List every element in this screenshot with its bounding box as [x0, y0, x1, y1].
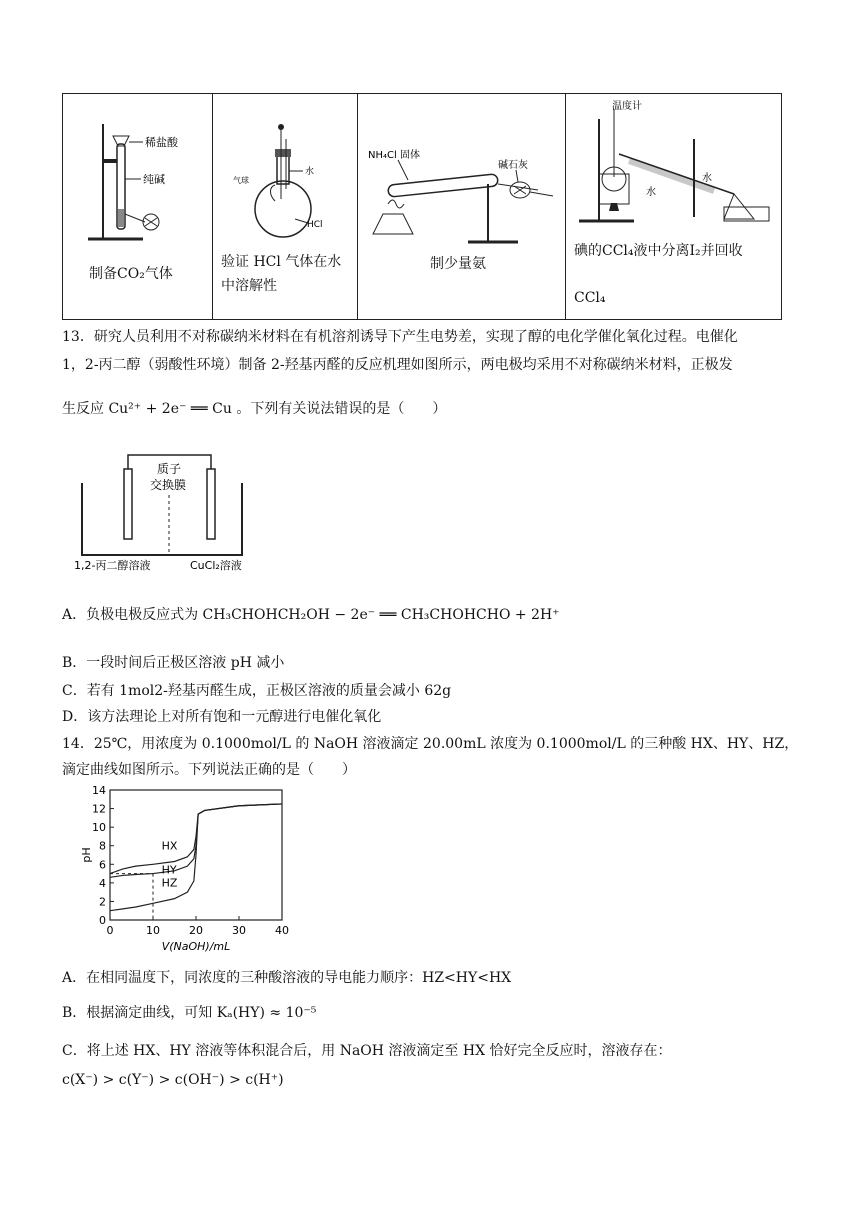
q14-option-c-line2: c(X⁻) > c(Y⁻) > c(OH⁻) > c(H⁺) — [62, 1072, 284, 1088]
series-line-hx — [110, 804, 282, 911]
label-thermometer: 温度计 — [612, 101, 642, 112]
caption-i2: 碘的CCl₄液中分离I₂并回收 — [574, 243, 743, 259]
x-tick-label: 30 — [232, 924, 246, 937]
label-soda-lime: 碱石灰 — [498, 160, 528, 171]
apparatus-table — [62, 93, 782, 320]
q13-stem-line1: 13．研究人员利用不对称碳纳米材料在有机溶剂诱导下产生电势差，实现了醇的电化学催化氧化过程。电催化 — [62, 329, 738, 345]
q13-option-c: C．若有 1mol2-羟基丙醛生成，正极区溶液的质量会减小 62g — [62, 683, 452, 699]
y-axis-label: pH — [80, 847, 93, 863]
y-tick-label: 10 — [92, 821, 106, 835]
y-tick-label: 12 — [92, 802, 106, 816]
series-label-hz: HZ — [161, 876, 178, 890]
x-tick-label: 20 — [189, 924, 203, 937]
y-tick-label: 14 — [92, 784, 106, 797]
table-cell-hcl — [213, 94, 358, 319]
q13-stem-line2: 1，2-丙二醇（弱酸性环境）制备 2-羟基丙醛的反应机理如图所示，两电极均采用不对称碳纳米材料，正极发 — [62, 357, 733, 373]
q14-option-b: B．根据滴定曲线，可知 Kₐ(HY) ≈ 10⁻⁵ — [62, 1005, 317, 1021]
electrolysis-cell-diagram — [72, 445, 272, 575]
co2-apparatus-image — [83, 114, 193, 244]
right-solution-label: CuCl₂溶液 — [190, 559, 242, 572]
ammonia-apparatus-image — [368, 144, 558, 244]
q14-option-c-line1: C．将上述 HX、HY 溶液等体积混合后，用 NaOH 溶液滴定至 HX 恰好完全反应时，溶液存在： — [62, 1043, 672, 1059]
label-nh4cl: NH₄Cl 固体 — [368, 150, 420, 161]
x-tick-label: 0 — [106, 924, 114, 937]
label-balloon: 气球 — [233, 176, 249, 185]
titration-chart — [72, 782, 292, 954]
caption-hcl: 验证 HCl 气体在水中溶解性 — [221, 254, 342, 294]
label-hcl: HCl — [307, 220, 323, 230]
membrane-label-1: 质子 — [157, 462, 182, 476]
label-soda-ash: 纯碱 — [143, 173, 165, 186]
series-label-hx: HX — [161, 839, 178, 853]
q13-option-d: D．该方法理论上对所有饱和一元醇进行电催化氧化 — [62, 709, 382, 725]
caption-co2: 制备CO₂气体 — [89, 266, 173, 282]
table-cell-co2 — [63, 94, 213, 319]
caption-nh3: 制少量氨 — [430, 256, 486, 272]
y-tick-label: 0 — [99, 914, 106, 927]
label-water-out: 水 — [702, 173, 712, 184]
series-line-hz — [110, 804, 282, 874]
x-axis-label: V(NaOH)/mL — [161, 940, 231, 953]
label-water: 水 — [305, 167, 315, 177]
q13-option-b: B．一段时间后正极区溶液 pH 减小 — [62, 655, 285, 671]
membrane-label-2: 交换膜 — [150, 478, 187, 492]
y-tick-label: 2 — [99, 895, 106, 909]
left-solution-label: 1,2-丙二醇溶液 — [74, 559, 151, 572]
q14-stem-line1: 14．25℃，用浓度为 0.1000mol/L 的 NaOH 溶液滴定 20.00mL 浓度为 0.1000mol/L 的三种酸 HX、HY、HZ， — [62, 736, 799, 752]
table-cell-nh3 — [358, 94, 566, 319]
y-tick-label: 6 — [99, 858, 106, 872]
label-water-in: 水 — [646, 187, 656, 198]
series-label-hy: HY — [161, 863, 177, 877]
x-tick-label: 10 — [146, 924, 160, 937]
hcl-flask-image — [233, 119, 343, 244]
q13-option-a: A．负极电极反应式为 CH₃CHOHCH₂OH − 2e⁻ ══ CH₃CHOHCHO + 2H⁺ — [62, 607, 560, 623]
distillation-apparatus-image — [574, 99, 774, 224]
q14-stem-line2: 滴定曲线如图所示。下列说法正确的是（ ） — [62, 762, 356, 778]
y-tick-label: 4 — [99, 876, 106, 890]
caption-i2-ccl4: CCl₄ — [574, 290, 606, 306]
table-cell-i2 — [566, 94, 781, 319]
label-dilute-hcl: 稀盐酸 — [145, 136, 178, 149]
q14-option-a: A．在相同温度下，同浓度的三种酸溶液的导电能力顺序：HZ<HY<HX — [62, 970, 512, 986]
y-tick-label: 8 — [99, 839, 106, 853]
q13-stem-line3: 生反应 Cu²⁺ + 2e⁻ ══ Cu 。下列有关说法错误的是（ ） — [62, 401, 447, 417]
x-tick-label: 40 — [275, 924, 289, 937]
